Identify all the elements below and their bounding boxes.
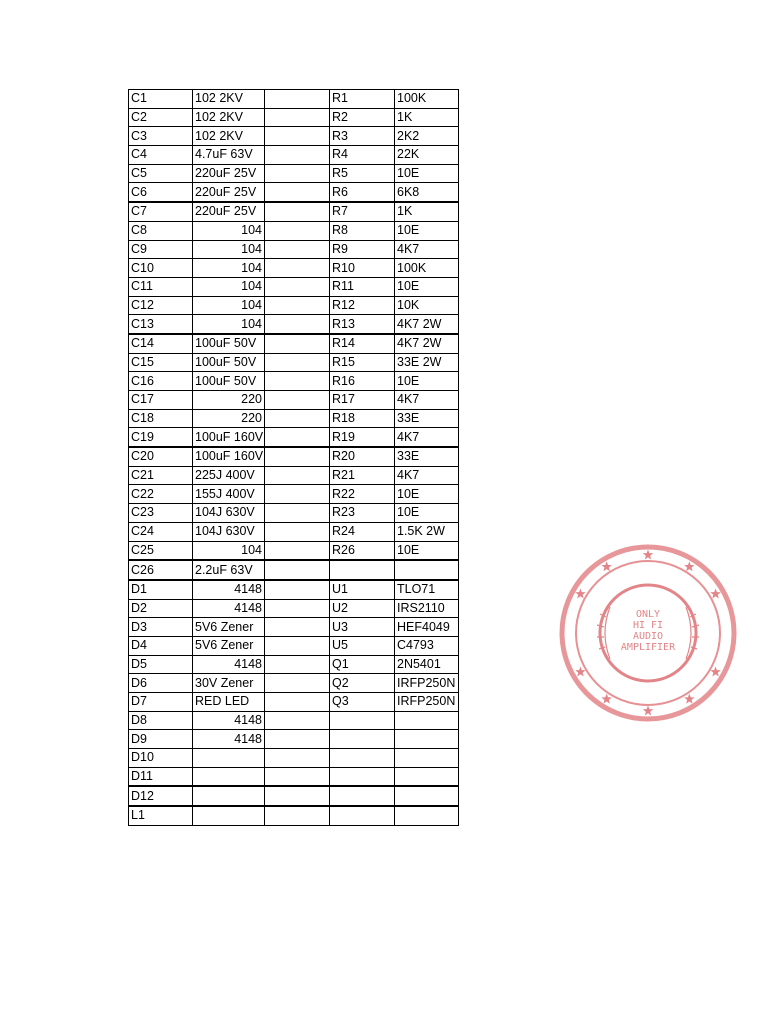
cell-value: 5V6 Zener (193, 636, 265, 655)
cell-designator-2 (330, 730, 395, 749)
cell-blank (265, 353, 330, 372)
cell-designator-2: R18 (330, 409, 395, 428)
cell-value-2 (395, 711, 459, 730)
table-row (129, 334, 459, 353)
cell-value: 102 2KV (193, 108, 265, 127)
table-row (129, 146, 459, 165)
cell-designator: C16 (129, 372, 193, 391)
cell-designator: D5 (129, 655, 193, 674)
cell-value: 104 (193, 296, 265, 315)
cell-value-2: 10E (395, 164, 459, 183)
cell-designator-2: R16 (330, 372, 395, 391)
table-row (129, 485, 459, 504)
cell-value: 102 2KV (193, 127, 265, 146)
cell-value-2: 10E (395, 504, 459, 523)
table-row (129, 806, 459, 825)
cell-value: 4148 (193, 655, 265, 674)
cell-blank (265, 711, 330, 730)
cell-blank (265, 522, 330, 541)
cell-designator-2: R6 (330, 183, 395, 202)
cell-designator-2: R13 (330, 315, 395, 334)
table-row (129, 315, 459, 334)
cell-designator: C25 (129, 541, 193, 560)
cell-value-2: 10E (395, 541, 459, 560)
cell-value-2: 33E (395, 447, 459, 466)
table-row (129, 674, 459, 693)
cell-designator: C2 (129, 108, 193, 127)
table-row (129, 127, 459, 146)
cell-value: 4148 (193, 599, 265, 618)
cell-designator: D7 (129, 693, 193, 712)
cell-designator: C17 (129, 391, 193, 410)
table-row (129, 655, 459, 674)
cell-value-2: 6K8 (395, 183, 459, 202)
cell-designator: C18 (129, 409, 193, 428)
cell-blank (265, 580, 330, 599)
cell-designator: D6 (129, 674, 193, 693)
cell-value: 220 (193, 409, 265, 428)
cell-designator: D9 (129, 730, 193, 749)
cell-designator-2 (330, 711, 395, 730)
cell-value: 104 (193, 315, 265, 334)
cell-blank (265, 636, 330, 655)
cell-value: 220uF 25V (193, 202, 265, 221)
cell-value: 220uF 25V (193, 164, 265, 183)
cell-value: 102 2KV (193, 90, 265, 109)
cell-designator-2: R4 (330, 146, 395, 165)
table-row (129, 202, 459, 221)
cell-blank (265, 599, 330, 618)
cell-designator-2: R10 (330, 259, 395, 278)
table-row (129, 599, 459, 618)
cell-designator: D11 (129, 767, 193, 786)
cell-blank (265, 221, 330, 240)
cell-blank (265, 749, 330, 768)
cell-designator-2: R3 (330, 127, 395, 146)
cell-designator-2: R14 (330, 334, 395, 353)
table-row (129, 296, 459, 315)
cell-designator: C7 (129, 202, 193, 221)
table-row (129, 636, 459, 655)
table-row (129, 730, 459, 749)
cell-value-2: 10E (395, 221, 459, 240)
cell-value-2: C4793 (395, 636, 459, 655)
table-row (129, 372, 459, 391)
cell-designator-2: R1 (330, 90, 395, 109)
cell-designator: D10 (129, 749, 193, 768)
star-icon (710, 589, 720, 599)
table-row (129, 183, 459, 202)
cell-designator-2: R23 (330, 504, 395, 523)
cell-value: 30V Zener (193, 674, 265, 693)
cell-value: 104 (193, 541, 265, 560)
cell-designator-2: R24 (330, 522, 395, 541)
table-row (129, 618, 459, 637)
stamp-logo (554, 537, 742, 730)
cell-designator-2 (330, 749, 395, 768)
star-icon (575, 589, 585, 599)
cell-designator: C26 (129, 560, 193, 580)
cell-blank (265, 183, 330, 202)
cell-blank (265, 485, 330, 504)
cell-value-2: 10E (395, 485, 459, 504)
cell-designator: C4 (129, 146, 193, 165)
table-row (129, 353, 459, 372)
cell-designator-2: Q3 (330, 693, 395, 712)
cell-value-2 (395, 767, 459, 786)
table-row (129, 108, 459, 127)
cell-designator-2: R8 (330, 221, 395, 240)
cell-designator: D8 (129, 711, 193, 730)
cell-value: 104 (193, 240, 265, 259)
cell-value-2: 4K7 2W (395, 334, 459, 353)
cell-value-2: 10K (395, 296, 459, 315)
cell-designator-2: R21 (330, 466, 395, 485)
cell-designator: C24 (129, 522, 193, 541)
cell-designator-2: U2 (330, 599, 395, 618)
cell-value (193, 786, 265, 806)
table-row (129, 767, 459, 786)
cell-blank (265, 428, 330, 447)
cell-designator: C9 (129, 240, 193, 259)
table-row (129, 428, 459, 447)
cell-value (193, 767, 265, 786)
cell-value-2: 10E (395, 277, 459, 296)
cell-blank (265, 806, 330, 825)
cell-designator: L1 (129, 806, 193, 825)
star-icon (643, 706, 653, 716)
star-icon (684, 561, 694, 571)
table-row (129, 580, 459, 599)
cell-value: 5V6 Zener (193, 618, 265, 637)
table-row (129, 221, 459, 240)
bom-table-body (129, 90, 459, 826)
cell-designator-2 (330, 767, 395, 786)
cell-designator: C14 (129, 334, 193, 353)
cell-value-2: 22K (395, 146, 459, 165)
cell-designator: D12 (129, 786, 193, 806)
cell-blank (265, 334, 330, 353)
table-row (129, 240, 459, 259)
table-row (129, 711, 459, 730)
cell-blank (265, 466, 330, 485)
cell-value-2: 4K7 (395, 240, 459, 259)
cell-value-2: 10E (395, 372, 459, 391)
cell-blank (265, 90, 330, 109)
cell-value-2 (395, 730, 459, 749)
cell-designator-2: R22 (330, 485, 395, 504)
table-row (129, 522, 459, 541)
cell-designator-2: R17 (330, 391, 395, 410)
cell-blank (265, 504, 330, 523)
cell-designator: C21 (129, 466, 193, 485)
cell-designator-2: R11 (330, 277, 395, 296)
cell-blank (265, 202, 330, 221)
cell-designator: C15 (129, 353, 193, 372)
cell-designator: D1 (129, 580, 193, 599)
cell-value-2 (395, 749, 459, 768)
cell-blank (265, 674, 330, 693)
cell-blank (265, 146, 330, 165)
cell-value-2: TLO71 (395, 580, 459, 599)
table-row (129, 786, 459, 806)
table-row (129, 90, 459, 109)
cell-value-2: 1.5K 2W (395, 522, 459, 541)
table-row (129, 560, 459, 580)
cell-value: 2.2uF 63V (193, 560, 265, 580)
cell-designator-2: U5 (330, 636, 395, 655)
cell-blank (265, 108, 330, 127)
stamp-line-4: AMPLIFIER (620, 642, 676, 653)
table-row (129, 164, 459, 183)
cell-value: 220 (193, 391, 265, 410)
cell-designator-2 (330, 786, 395, 806)
cell-blank (265, 447, 330, 466)
cell-designator-2: R15 (330, 353, 395, 372)
cell-designator: C3 (129, 127, 193, 146)
cell-designator-2 (330, 806, 395, 825)
cell-value: 4148 (193, 580, 265, 599)
cell-designator: C19 (129, 428, 193, 447)
cell-value-2: 1K (395, 108, 459, 127)
cell-value-2 (395, 786, 459, 806)
table-row (129, 541, 459, 560)
cell-designator: D3 (129, 618, 193, 637)
bom-table (128, 89, 459, 826)
cell-value-2: 4K7 (395, 466, 459, 485)
cell-blank (265, 259, 330, 278)
cell-designator-2: R20 (330, 447, 395, 466)
cell-designator: C12 (129, 296, 193, 315)
cell-value: 104 (193, 277, 265, 296)
stamp-graphic (554, 537, 742, 730)
cell-value: 100uF 50V (193, 372, 265, 391)
cell-designator: C20 (129, 447, 193, 466)
cell-designator: C6 (129, 183, 193, 202)
cell-blank (265, 541, 330, 560)
table-row (129, 277, 459, 296)
cell-blank (265, 240, 330, 259)
cell-value: 104 (193, 221, 265, 240)
cell-value: 104J 630V (193, 504, 265, 523)
cell-designator-2: R26 (330, 541, 395, 560)
cell-blank (265, 730, 330, 749)
cell-value: 4.7uF 63V (193, 146, 265, 165)
cell-value: 4148 (193, 711, 265, 730)
cell-value-2: IRFP250N (395, 693, 459, 712)
cell-value-2: 33E 2W (395, 353, 459, 372)
table-row (129, 259, 459, 278)
table-row (129, 466, 459, 485)
cell-blank (265, 693, 330, 712)
cell-designator-2: U1 (330, 580, 395, 599)
cell-value: 104 (193, 259, 265, 278)
cell-value-2: IRFP250N (395, 674, 459, 693)
cell-value: 225J 400V (193, 466, 265, 485)
table-row (129, 391, 459, 410)
cell-designator-2: R12 (330, 296, 395, 315)
cell-blank (265, 767, 330, 786)
cell-value (193, 806, 265, 825)
cell-designator-2: Q2 (330, 674, 395, 693)
cell-value-2: 2K2 (395, 127, 459, 146)
cell-designator: C1 (129, 90, 193, 109)
cell-value: 100uF 50V (193, 353, 265, 372)
cell-designator-2: R5 (330, 164, 395, 183)
cell-value: 100uF 50V (193, 334, 265, 353)
cell-value-2: 100K (395, 90, 459, 109)
cell-value-2: HEF4049 (395, 618, 459, 637)
cell-blank (265, 409, 330, 428)
cell-blank (265, 391, 330, 410)
cell-designator: C8 (129, 221, 193, 240)
cell-designator-2: R19 (330, 428, 395, 447)
table-row (129, 749, 459, 768)
cell-value: 220uF 25V (193, 183, 265, 202)
cell-designator: C10 (129, 259, 193, 278)
cell-designator: C22 (129, 485, 193, 504)
cell-designator-2: U3 (330, 618, 395, 637)
cell-blank (265, 277, 330, 296)
table-row (129, 447, 459, 466)
cell-value-2: 4K7 (395, 428, 459, 447)
cell-blank (265, 655, 330, 674)
cell-value-2: 33E (395, 409, 459, 428)
star-icon (643, 550, 653, 560)
cell-designator: C5 (129, 164, 193, 183)
cell-designator: D2 (129, 599, 193, 618)
table-row (129, 693, 459, 712)
cell-value-2: 2N5401 (395, 655, 459, 674)
cell-designator-2: R2 (330, 108, 395, 127)
cell-value (193, 749, 265, 768)
cell-value-2: 1K (395, 202, 459, 221)
cell-designator: D4 (129, 636, 193, 655)
stamp-line-2: HI FI (632, 620, 664, 631)
cell-value: RED LED (193, 693, 265, 712)
cell-blank (265, 618, 330, 637)
cell-blank (265, 786, 330, 806)
cell-designator: C11 (129, 277, 193, 296)
cell-value-2: IRS2110 (395, 599, 459, 618)
star-icon (601, 561, 611, 571)
table-row (129, 504, 459, 523)
cell-designator: C13 (129, 315, 193, 334)
cell-value: 4148 (193, 730, 265, 749)
cell-value-2 (395, 560, 459, 580)
cell-designator-2: R9 (330, 240, 395, 259)
cell-value: 155J 400V (193, 485, 265, 504)
cell-blank (265, 164, 330, 183)
cell-blank (265, 296, 330, 315)
cell-value: 100uF 160V (193, 428, 265, 447)
cell-value-2: 4K7 (395, 391, 459, 410)
cell-blank (265, 315, 330, 334)
cell-designator-2: R7 (330, 202, 395, 221)
cell-value-2: 100K (395, 259, 459, 278)
cell-blank (265, 560, 330, 580)
stamp-line-1: ONLY (635, 609, 661, 620)
cell-blank (265, 127, 330, 146)
table-row (129, 409, 459, 428)
cell-designator-2 (330, 560, 395, 580)
cell-designator: C23 (129, 504, 193, 523)
cell-value-2 (395, 806, 459, 825)
cell-value: 100uF 160V (193, 447, 265, 466)
cell-blank (265, 372, 330, 391)
stamp-line-3: AUDIO (632, 631, 664, 642)
cell-value: 104J 630V (193, 522, 265, 541)
cell-designator-2: Q1 (330, 655, 395, 674)
cell-value-2: 4K7 2W (395, 315, 459, 334)
